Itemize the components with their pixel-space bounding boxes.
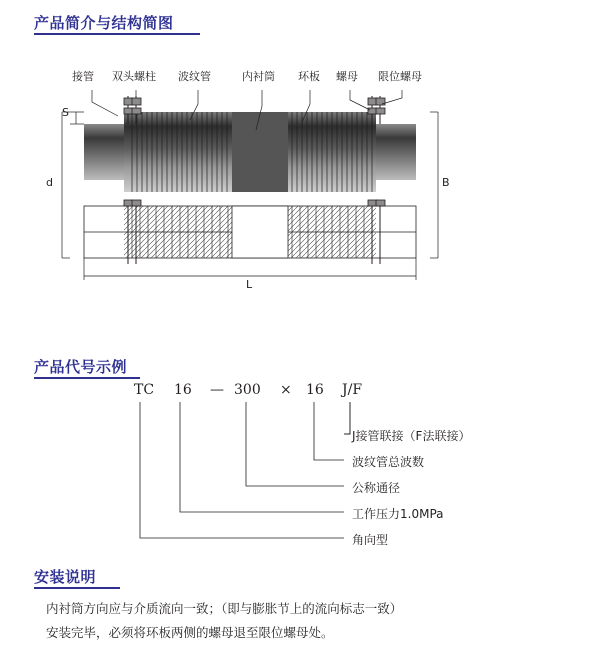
code-description-1: 波纹管总波数 <box>352 455 425 469</box>
section-divider-code <box>34 377 140 379</box>
install-note-line-1: 内衬筒方向应与介质流向一致；（即与膨胀节上的流向标志一致） <box>46 601 403 616</box>
dimension-label-s: S <box>62 106 69 119</box>
callout-label-4: 环板 <box>298 70 320 83</box>
dimension-label-b: B <box>442 176 450 189</box>
product-code-leaders <box>40 380 560 550</box>
code-token-1: 16 <box>174 382 192 398</box>
dimension-label-l: L <box>246 278 253 291</box>
callout-label-6: 限位螺母 <box>378 70 422 83</box>
callout-label-5: 螺母 <box>336 70 358 83</box>
product-code-diagram <box>40 380 560 547</box>
code-token-3: 300 <box>234 382 261 398</box>
code-token-6: J/F <box>342 382 363 398</box>
section-title-code: 产品代号示例 <box>34 358 128 376</box>
installation-notes <box>46 600 566 648</box>
section-divider-install <box>34 587 120 589</box>
section-title-intro: 产品简介与结构简图 <box>34 14 174 32</box>
callout-label-3: 内衬筒 <box>242 70 275 83</box>
code-description-3: 工作压力1.0MPa <box>352 507 444 521</box>
structure-diagram-svg <box>40 64 560 294</box>
install-note-line-2: 安装完毕，必须将环板两侧的螺母退至限位螺母处。 <box>46 625 334 640</box>
section-divider-intro <box>34 33 200 35</box>
section-title-install: 安装说明 <box>34 568 97 586</box>
code-token-2: — <box>210 382 224 398</box>
callout-label-1: 双头螺柱 <box>112 70 156 83</box>
code-description-4: 角向型 <box>352 533 389 547</box>
code-description-0: J接管联接（F法联接） <box>352 429 471 443</box>
code-token-4: × <box>280 382 292 398</box>
structure-diagram <box>40 64 560 294</box>
callout-label-0: 接管 <box>72 70 94 83</box>
code-token-5: 16 <box>306 382 324 398</box>
callout-label-2: 波纹管 <box>178 70 211 83</box>
dimension-label-d: d <box>46 176 53 189</box>
code-description-2: 公称通径 <box>352 481 401 495</box>
code-token-0: TC <box>134 382 155 398</box>
